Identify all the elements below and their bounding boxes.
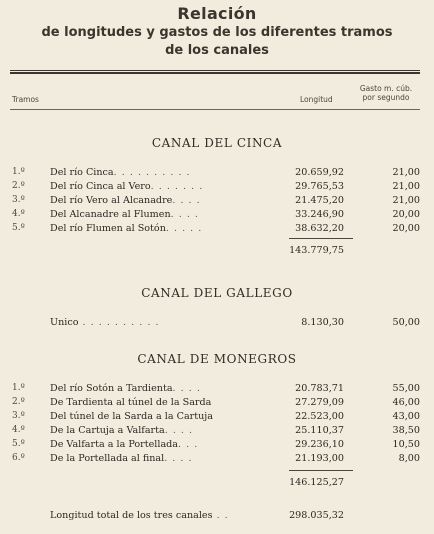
row-description-text: De la Portellada al final (50, 453, 165, 464)
row-description (50, 317, 159, 328)
leader-dots: . . . . (170, 209, 199, 220)
column-header-gasto-line-2: por segundo (362, 93, 410, 102)
leader-dots: . . . (178, 439, 199, 450)
table-row (0, 181, 434, 193)
table-row (0, 195, 434, 207)
section-title-cinca: CANAL DEL CINCA (151, 136, 283, 150)
row-length: 21.193,00 (295, 453, 344, 464)
row-description: De Tardienta al túnel de la Sarda (50, 397, 212, 408)
row-description-text: Del río Cinca al Vero (50, 181, 151, 192)
row-flow: 10,50 (392, 439, 420, 450)
row-description-text: De la Cartuja a Valfarta (50, 425, 165, 436)
row-description-text: Unico (50, 317, 79, 328)
row-length: 38.632,20 (295, 223, 344, 234)
row-length: 20.659,92 (295, 167, 344, 178)
grand-total-row (0, 510, 434, 522)
row-description (50, 439, 198, 450)
row-description-text: Del río Vero al Alcanadre (50, 195, 173, 206)
document-subtitle-line-1: de longitudes y gastos de los diferentes tramos (41, 25, 393, 40)
row-length: 29.765,53 (295, 181, 344, 192)
table-row (0, 397, 434, 409)
top-rule (10, 70, 420, 71)
table-row (0, 167, 434, 179)
row-number: 5.º (12, 439, 25, 449)
row-length: 29.236,10 (295, 439, 344, 450)
row-flow: 20,00 (392, 223, 420, 234)
column-header-gasto-line-1: Gasto m. cúb. (359, 84, 413, 93)
row-description (50, 209, 199, 220)
row-number: 5.º (12, 223, 25, 233)
row-description (50, 195, 201, 206)
row-description-text: Del río Flumen al Sotón (50, 223, 166, 234)
leader-dots: . . . . (164, 425, 194, 436)
row-description-text: De Valfarta a la Portellada (50, 439, 179, 450)
leader-dots: . . . . . . . . . . (78, 317, 160, 328)
table-row (0, 425, 434, 437)
row-number: 1.º (12, 167, 25, 177)
grand-total-label-text: Longitud total de los tres canales (50, 510, 213, 521)
row-number: 1.º (12, 383, 25, 393)
row-number: 2.º (12, 181, 25, 191)
table-row (0, 209, 434, 221)
header-rule (10, 109, 420, 110)
table-row (0, 223, 434, 235)
column-header-gasto (350, 84, 422, 102)
row-flow: 50,00 (392, 317, 420, 328)
table-row (0, 317, 434, 329)
row-number: 6.º (12, 453, 25, 463)
row-description (50, 223, 202, 234)
leader-dots: . . . . (164, 453, 193, 464)
row-length: 21.475,20 (295, 195, 344, 206)
table-row (0, 453, 434, 465)
row-flow: 38,50 (392, 425, 420, 436)
row-flow: 8,00 (398, 453, 420, 464)
document-subtitle-line-2: de los canales (165, 43, 269, 58)
row-number: 3.º (12, 195, 25, 205)
column-header-longitud: Longitud (300, 95, 333, 104)
document-title: Relación (177, 4, 257, 23)
row-flow: 55,00 (392, 383, 420, 394)
leader-dots: . . (212, 510, 229, 521)
row-length: 25.110,37 (295, 425, 344, 436)
row-number: 3.º (12, 411, 25, 421)
row-description (50, 181, 203, 192)
subtotal-rule (289, 470, 353, 471)
leader-dots: . . . . . . . . . . (113, 167, 191, 178)
subtotal-monegros: 146.125,27 (289, 477, 344, 488)
subtotal-rule (289, 238, 353, 239)
row-description: Del túnel de la Sarda a la Cartuja (50, 411, 213, 422)
table-row (0, 411, 434, 423)
row-description (50, 383, 201, 394)
row-description-text: Del río Cinca (50, 167, 114, 178)
row-description (50, 453, 193, 464)
leader-dots: . . . . (172, 195, 201, 206)
row-length: 8.130,30 (301, 317, 344, 328)
row-description-text: Del río Sotón a Tardienta (50, 383, 173, 394)
leader-dots: . . . . . . . (150, 181, 204, 192)
row-flow: 43,00 (392, 411, 420, 422)
section-title-gallego: CANAL DEL GALLEGO (141, 286, 293, 300)
row-flow: 20,00 (392, 209, 420, 220)
row-flow: 46,00 (392, 397, 420, 408)
grand-total-label (50, 510, 229, 521)
row-description-text: Del Alcanadre al Flumen (50, 209, 171, 220)
row-flow: 21,00 (392, 181, 420, 192)
table-row (0, 439, 434, 451)
row-flow: 21,00 (392, 167, 420, 178)
row-length: 22.523,00 (295, 411, 344, 422)
row-description (50, 425, 193, 436)
row-length: 20.783,71 (295, 383, 344, 394)
row-number: 4.º (12, 209, 25, 219)
row-length: 33.246,90 (295, 209, 344, 220)
leader-dots: . . . . (172, 383, 201, 394)
row-number: 2.º (12, 397, 25, 407)
row-length: 27.279,09 (295, 397, 344, 408)
column-header-tramos: Tramos (12, 95, 39, 104)
leader-dots: . . . . . (165, 223, 203, 234)
section-title-monegros: CANAL DE MONEGROS (137, 352, 297, 366)
grand-total-value: 298.035,32 (289, 510, 344, 521)
row-number: 4.º (12, 425, 25, 435)
row-flow: 21,00 (392, 195, 420, 206)
subtotal-cinca: 143.779,75 (289, 245, 344, 256)
table-row (0, 383, 434, 395)
row-description (50, 167, 191, 178)
top-rule-thick (10, 72, 420, 74)
